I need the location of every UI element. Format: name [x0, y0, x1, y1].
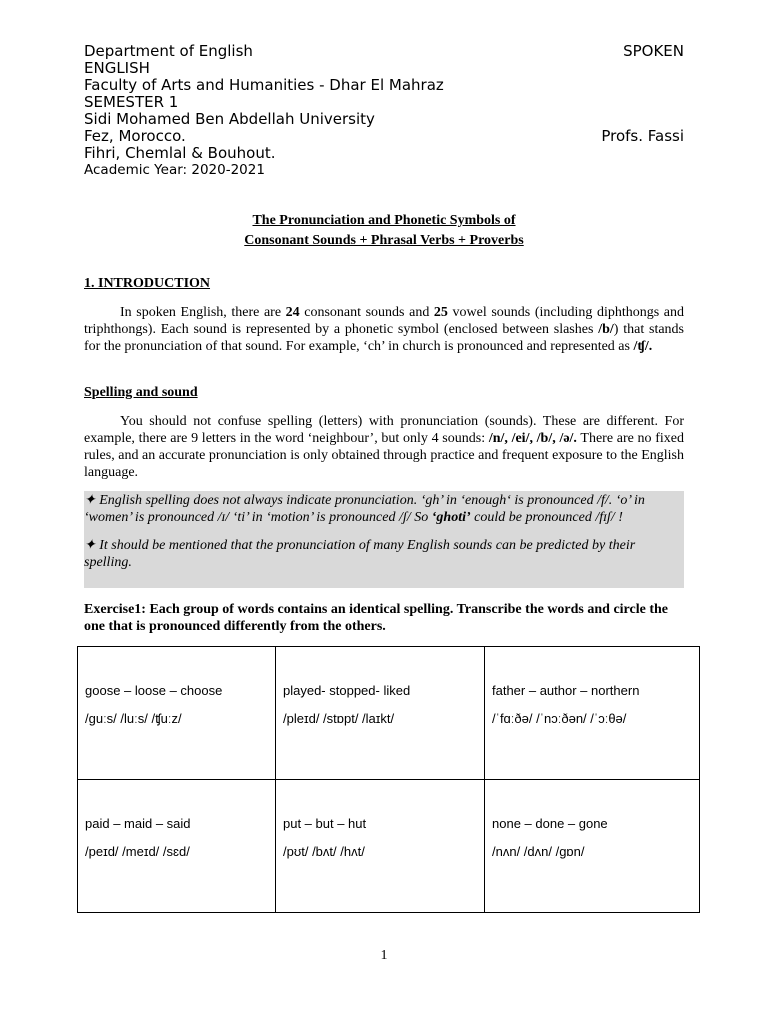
cell-ipa: /pʊt/ /bʌt/ /hʌt/ — [283, 844, 365, 859]
intro-symbol-ch: /ʧ/. — [633, 339, 653, 354]
note-box — [84, 491, 684, 588]
table-cell — [78, 780, 276, 913]
note-ghoti-text-a: ✦ English spelling does not always indicate pronunciation. ‘gh’ in ‘enough‘ is pronounced /f/. ‘o’ in ‘women’ is pronounced /ɪ/ ‘ti’ in ‘motion’ is pronounced /ʃ/ So — [84, 493, 645, 525]
table-cell — [276, 780, 485, 913]
spelling-heading: Spelling and sound — [84, 385, 198, 400]
cell-words: father – author – northern — [492, 683, 640, 698]
header-profs: Profs. Fassi — [601, 127, 684, 145]
header-department: Department of English — [84, 42, 253, 60]
cell-ipa: /ɡuːs/ /luːs/ /ʧuːz/ — [85, 711, 182, 726]
header-english: ENGLISH — [84, 59, 150, 77]
table-cell — [485, 780, 700, 913]
note-ghoti — [84, 491, 684, 526]
cell-words: goose – loose – choose — [85, 683, 223, 698]
cell-ipa: /peɪd/ /meɪd/ /sɛd/ — [85, 844, 190, 859]
introduction-paragraph — [84, 304, 684, 355]
exercise-title: Exercise1: Each group of words contains an identical spelling. Transcribe the words and circle the one that is pronounced differently from the others. — [84, 602, 668, 634]
cell-ipa: /nʌn/ /dʌn/ /gɒn/ — [492, 844, 585, 859]
header-faculty: Faculty of Arts and Humanities - Dhar El Mahraz — [84, 76, 444, 94]
header-city: Fez, Morocco. — [84, 127, 186, 145]
intro-vowel-count: 25 — [433, 305, 448, 320]
note-ghoti-bold: ‘ghoti’ — [431, 510, 471, 525]
header-profs-names: Fihri, Chemlal & Bouhout. — [84, 144, 276, 162]
introduction-heading: 1. INTRODUCTION — [84, 276, 211, 291]
table-cell — [276, 647, 485, 780]
page-number: 1 — [380, 948, 388, 963]
cell-words: none – done – gone — [492, 816, 608, 831]
table-row — [78, 780, 700, 913]
cell-words: put – but – hut — [283, 816, 367, 831]
exercise-table — [77, 646, 700, 913]
header-semester: SEMESTER 1 — [84, 93, 179, 111]
intro-text-c: vowel sounds (including diphthongs and triphthongs). Each sound is represented by a phonetic symbol (enclosed between slashes — [84, 305, 684, 337]
intro-text-d: ) that stands for the pronunciation of that sound. For example, ‘ch’ in church is pronounced and represented as — [84, 322, 684, 354]
intro-symbol-b: /b/ — [598, 322, 614, 337]
document-title-line2: Consonant Sounds + Phrasal Verbs + Proverbs — [244, 233, 524, 248]
cell-ipa: /ˈfɑːðə/ /ˈnɔːðən/ /ˈɔːθə/ — [492, 711, 627, 726]
header-university: Sidi Mohamed Ben Abdellah University — [84, 110, 375, 128]
header-academic-year: Academic Year: 2020-2021 — [84, 162, 265, 178]
note-ghoti-text-b: could be pronounced /fɪʃ/ ! — [470, 510, 623, 525]
intro-text-b: consonant sounds and — [299, 305, 434, 320]
table-cell — [485, 647, 700, 780]
table-cell — [78, 647, 276, 780]
spelling-paragraph — [84, 413, 684, 481]
spelling-text-b: There are no fixed rules, and an accurate pronunciation is only obtained through practice and frequent exposure to the English language. — [84, 431, 685, 480]
header-spoken: SPOKEN — [623, 42, 684, 60]
intro-text-a: In spoken English, there are — [120, 305, 286, 320]
document-title-line1: The Pronunciation and Phonetic Symbols of — [252, 213, 516, 228]
cell-words: played- stopped- liked — [283, 683, 411, 698]
spelling-sounds: /n/, /ei/, /b/, /ə/. — [488, 431, 577, 446]
note-prediction: ✦ It should be mentioned that the pronunciation of many English sounds can be predicted by their spelling. — [84, 538, 636, 570]
cell-words: paid – maid – said — [85, 816, 191, 831]
intro-consonant-count: 24 — [285, 305, 300, 320]
spelling-text-a: You should not confuse spelling (letters) with pronunciation (sounds). These are different. For example, there are 9 letters in the word ‘neighbour’, but only 4 sounds: — [84, 414, 684, 446]
table-row — [78, 647, 700, 780]
cell-ipa: /pleɪd/ /stɒpt/ /laɪkt/ — [283, 711, 395, 726]
